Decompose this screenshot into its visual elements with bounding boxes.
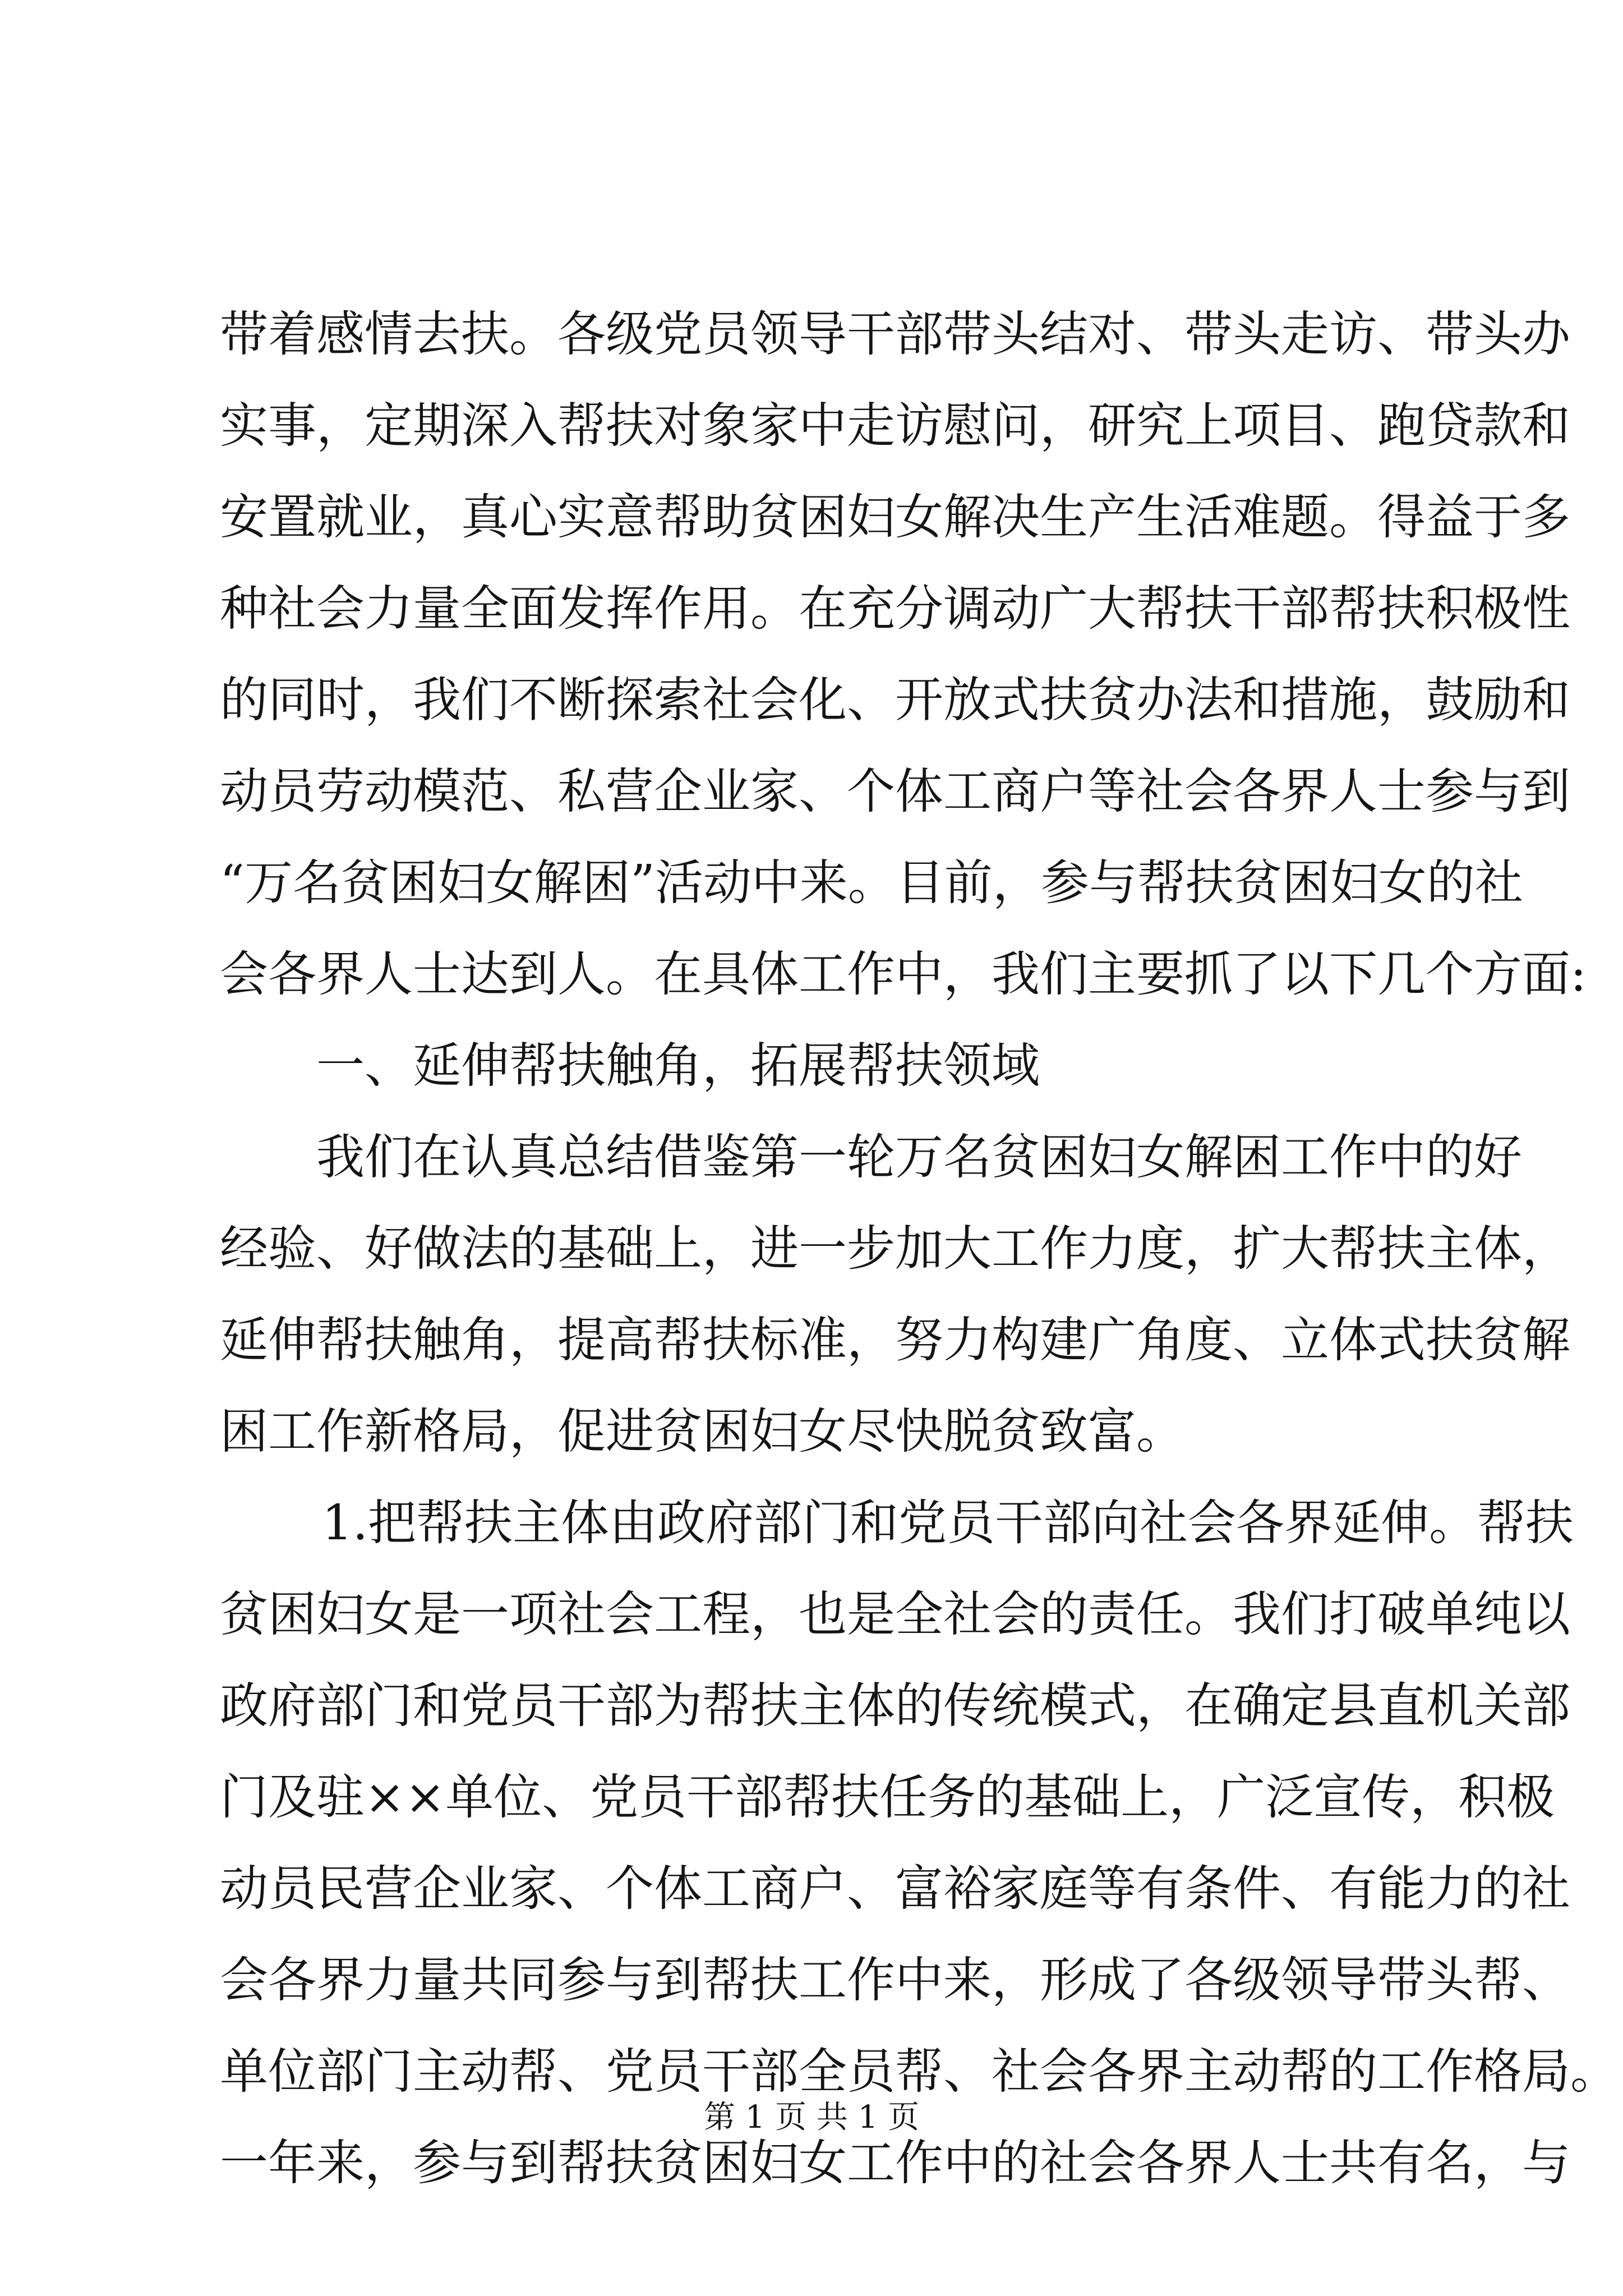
text-line: 1.把帮扶主体由政府部门和党员干部向社会各界延伸。帮扶 xyxy=(322,1495,1574,1551)
text-line: 政府部门和党员干部为帮扶主体的传统模式，在确定县直机关部 xyxy=(220,1678,1570,1734)
text-line: 的同时，我们不断探索社会化、开放式扶贫办法和措施，鼓励和 xyxy=(220,672,1570,728)
text-line: 门及驻××单位、党员干部帮扶任务的基础上，广泛宣传，积极 xyxy=(220,1769,1555,1825)
section-heading xyxy=(220,1020,1426,1112)
text-line: 贫困妇女是一项社会工程，也是全社会的责任。我们打破单纯以 xyxy=(220,1586,1570,1642)
text-line: “万名贫困妇女解困”活动中来。目前，参与帮扶贫困妇女的社 xyxy=(220,855,1523,911)
page-number-footer: 第 1 页 共 1 页 xyxy=(703,2099,920,2136)
text-line: 安置就业，真心实意帮助贫困妇女解决生产生活难题。得益于多 xyxy=(220,489,1570,545)
section-heading-text: 一、延伸帮扶触角，拓展帮扶领域 xyxy=(316,1038,1040,1094)
text-line: 一年来，参与到帮扶贫困妇女工作中的社会各界人士共有名，与 xyxy=(220,2135,1570,2191)
text-line: 我们在认真总结借鉴第一轮万名贫困妇女解困工作中的好 xyxy=(316,1129,1522,1185)
paragraph xyxy=(220,1112,1570,1478)
text-line: 单位部门主动帮、党员干部全员帮、社会各界主动帮的工作格局。 xyxy=(220,2044,1619,2100)
text-line: 延伸帮扶触角，提高帮扶标准，努力构建广角度、立体式扶贫解 xyxy=(220,1312,1570,1368)
text-line: 种社会力量全面发挥作用。在充分调动广大帮扶干部帮扶积极性 xyxy=(220,581,1570,637)
text-line: 动员劳动模范、私营企业家、个体工商户等社会各界人士参与到 xyxy=(220,763,1570,820)
text-line: 实事，定期深入帮扶对象家中走访慰问，研究上项目、跑贷款和 xyxy=(220,398,1570,454)
document-body xyxy=(220,289,1619,2209)
paragraph xyxy=(220,289,1587,1020)
text-line: 动员民营企业家、个体工商户、富裕家庭等有条件、有能力的社 xyxy=(220,1861,1570,1917)
text-line: 经验、好做法的基础上，进一步加大工作力度，扩大帮扶主体， xyxy=(220,1221,1570,1277)
text-line: 会各界力量共同参与到帮扶工作中来，形成了各级领导带头帮、 xyxy=(220,1952,1570,2008)
text-line: 带着感情去扶。各级党员领导干部带头结对、带头走访、带头办 xyxy=(220,306,1570,362)
text-line: 会各界人士达到人。在具体工作中，我们主要抓了以下几个方面: xyxy=(220,946,1587,1002)
text-line: 困工作新格局，促进贫困妇女尽快脱贫致富。 xyxy=(220,1404,1184,1460)
